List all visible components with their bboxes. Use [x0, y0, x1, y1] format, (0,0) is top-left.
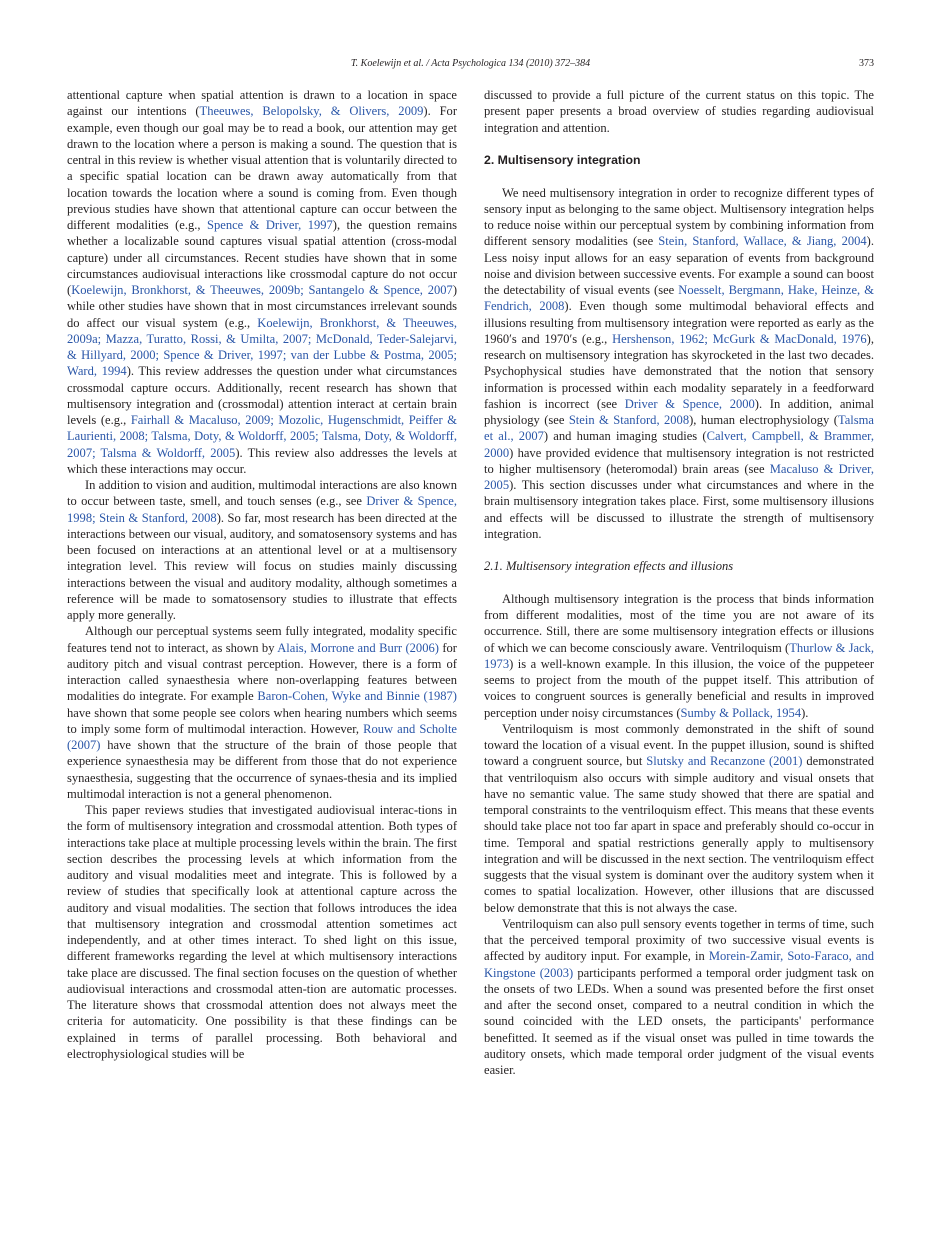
running-title: T. Koelewijn et al. / Acta Psychologica 134 (2010) 372–384 [350, 58, 591, 69]
citation-link[interactable]: Koelewijn, Bronkhorst, & Theeuwes, 2009b; Santangelo & Spence, 2007 [71, 283, 453, 297]
paragraph: Although multisensory integration is the process that binds information from different modalities, most of the time you are not aware of its occurrence. Still, there are some multisensory integration effects or illusions of which we can become consciously aware. Ventriloquism (Thurlow & Jack, 1973) is a well-known example. In this illusion, the voice of the puppeteer seems to project from the mouth of the puppet itself. This attribution of voices to congruent sources is generally beneficial and results in improved perception under noisy circumstances (Sumby & Pollack, 1954). [484, 591, 874, 720]
paragraph: Although our perceptual systems seem fully integrated, modality specific features tend not to interact, as shown by Alais, Morrone and Burr (2006) for auditory pitch and visual contrast perception. However, there is a form of interaction called synaesthesia where non-overlapping features between modalities do integrate. For example Baron-Cohen, Wyke and Binnie (1987) have shown that some people see colors when hearing numbers which seems to imply some form of multimodal interaction. However, Rouw and Scholte (2007) have shown that the structure of the brain of those people that experience synaesthesia may be different from those that do not experience synaesthesia, suggesting that the occurrence of synaes-thesia and its implied multimodal interaction is not a general phenomenon. [67, 624, 457, 801]
citation-link[interactable]: Rouw and Scholte (2007) [67, 721, 457, 752]
paragraph: This paper reviews studies that investigated audiovisual interac-tions in the form of multisensory integration and crossmodal attention. Both types of interactions take place at multiple processing levels within the brain. The first section describes the processing levels at which information from the auditory and visual modalities meet and integrate. This is followed by a review of studies that specifically look at attentional capture across the auditory and visual modalities. The section that follows introduces the idea that multisensory integration and crossmodal attention sometimes act independently, and at other times interact. To shed light on this issue, different frameworks regarding the level at which multisensory interactions take place are discussed. The final section focuses on the question of whether audiovisual interactions and crossmodal atten-tion are automatic processes. The literature shows that crossmodal attention does not always meet the criteria for automaticity. One possibility is that these findings can be explained in terms of parallel processing. Both behavioral and electrophysiological studies will be [67, 803, 458, 1061]
left-column [67, 87, 457, 1062]
citation-link[interactable]: Spence & Driver, 1997 [207, 218, 333, 232]
citation-link[interactable]: Morein-Zamir, Soto-Faraco, and Kingstone (2003) [484, 949, 874, 980]
citation-link[interactable]: Koelewijn, Bronkhorst, & Theeuwes, 2009a; Mazza, Turatto, Rossi, & Umilta, 2007; McDonald, Teder-Salejarvi, & Hillyard, 2000; Spence & Driver, 1997; van der Lubbe & Postma, 2005; Ward, 1994 [67, 315, 457, 379]
subsection-heading: 2.1. Multisensory integration effects and illusions [484, 559, 734, 574]
citation-link[interactable]: Driver & Spence, 1998; Stein & Stanford, 2008 [67, 494, 457, 525]
right-column [484, 87, 874, 1078]
citation-link[interactable]: Alais, Morrone and Burr (2006) [277, 640, 439, 655]
citation-link[interactable]: Sumby & Pollack, 1954 [680, 705, 802, 720]
page-number: 373 [859, 58, 874, 69]
citation-link[interactable]: Macaluso & Driver, 2005 [484, 461, 874, 492]
citation-link[interactable]: Stein, Stanford, Wallace, & Jiang, 2004 [658, 234, 867, 249]
citation-link[interactable]: Slutsky and Recanzone (2001) [646, 754, 803, 769]
section-heading: 2. Multisensory integration [484, 153, 641, 167]
citation-link[interactable]: Talsma et al., 2007 [484, 413, 874, 444]
running-header [67, 57, 874, 71]
citation-link[interactable]: Fairhall & Macaluso, 2009; Mozolic, Hugenschmidt, Peiffer & Laurienti, 2008; Talsma, Doty, & Woldorff, 2005; Talsma, Doty, & Woldorff, 2007; Talsma & Woldorff, 2005 [67, 413, 457, 460]
citation-link[interactable]: Thurlow & Jack, 1973 [484, 640, 874, 671]
citation-link[interactable]: Hershenson, 1962; McGurk & MacDonald, 1976 [612, 331, 867, 346]
paragraph: Ventriloquism is most commonly demonstrated in the shift of sound toward the location of a visual event. In the puppet illusion, sound is shifted toward a congruent source, but Slutsky and Recanzone (2001) demonstrated that ventriloquism also occurs with simple auditory and visual onsets that have no semantic value. The same study showed that there are spatial and temporal constraints to the ventriloquism effect. This means that these events should take place not too far apart in space and preferably should co-occur in time. Temporal and spatial restrictions generally apply to multisensory integration and will be discussed in the next section. The ventriloquism effect suggests that the visual system is dominant over the auditory system when it comes to spatial localization. However, other illusions that are discussed below demonstrate that this is not always the case. [484, 721, 874, 915]
paragraph: Ventriloquism can also pull sensory events together in terms of time, such that the perceived temporal proximity of two successive visual events is affected by auditory input. For example, in Morein-Zamir, Soto-Faraco, and Kingstone (2003) participants performed a temporal order judgment task on the onsets of two LEDs. When a sound was presented before the first onset and after the second onset, compared to a neutral condition in which the sound coincided with the LED onsets, the participants' performance benefitted. It seemed as if the visual onset was pulled in time towards the auditory onsets, which made temporal order judgment of the visual events easier. [484, 916, 874, 1077]
citation-link[interactable]: Calvert, Campbell, & Brammer, 2000 [484, 429, 874, 460]
paragraph: discussed to provide a full picture of the current status on this topic. The present paper presents a broad overview of studies regarding audiovisual integration and attention. [484, 88, 874, 135]
citation-link[interactable]: Baron-Cohen, Wyke and Binnie (1987) [257, 689, 457, 704]
paragraph: We need multisensory integration in order to recognize different types of sensory input as belonging to the same object. Multisensory integration helps to reduce noise within our perceptual system by combining information from different sensory modalities (see Stein, Stanford, Wallace, & Jiang, 2004). Less noisy input allows for an easy separation of events from background noise and division between successive events. For example a sound can boost the detectability of visual events (see Noesselt, Bergmann, Hake, Heinze, & Fendrich, 2008). Even though some multimodal behavioral effects and illusions resulting from multisensory integration were reported as early as the 1960′s and 1970′s (e.g., Hershenson, 1962; McGurk & MacDonald, 1976), research on multisensory integration has skyrocketed in the last two decades. Psychophysical studies have demonstrated that the notion that sensory information is processed within each modality separately in a feedforward fashion is incorrect (see Driver & Spence, 2000). In addition, animal physiology (see Stein & Stanford, 2008), human electrophysiology (Talsma et al., 2007) and human imaging studies (Calvert, Campbell, & Brammer, 2000) have provided evidence that multisensory integration is not restricted to higher multisensory (heteromodal) brain areas (see Macaluso & Driver, 2005). This section discusses under what circumstances and where in the brain multisensory integration takes place. First, some multisensory illusions and effects will be discussed to illustrate the strength of multisensory integration. [484, 185, 875, 541]
citation-link[interactable]: Stein & Stanford, 2008 [568, 413, 690, 427]
citation-link[interactable]: Noesselt, Bergmann, Hake, Heinze, & Fendrich, 2008 [484, 283, 874, 314]
citation-link[interactable]: Driver & Spence, 2000 [624, 396, 755, 411]
paragraph: attentional capture when spatial attention is drawn to a location in space against our intentions (Theeuwes, Belopolsky, & Olivers, 2009). For example, even though our goal may be to read a book, our attention may get drawn to the location where a person is making a sound. The question that is central in this review is whether visual attention that is voluntarily directed to a specific spatial location can be drawn away automatically from that location towards the location where a sound is coming from. Even though previous studies have shown that attentional capture can occur between the different modalities (e.g., Spence & Driver, 1997), the question remains whether a localizable sound captures visual spatial attention (cross-modal capture) under all circumstances. Recent studies have shown that in some circumstances audiovisual interactions like crossmodal capture do not occur (Koelewijn, Bronkhorst, & Theeuwes, 2009b; Santangelo & Spence, 2007) while other studies have shown that in most circumstances irrelevant sounds do affect our visual system (e.g., Koelewijn, Bronkhorst, & Theeuwes, 2009a; Mazza, Turatto, Rossi, & Umilta, 2007; McDonald, Teder-Salejarvi, & Hillyard, 2000; Spence & Driver, 1997; van der Lubbe & Postma, 2005; Ward, 1994). This review addresses the question under what circumstances crossmodal capture occurs. Additionally, recent research has shown that multisensory integration and (crossmodal) attention interact at certain brain levels (e.g., Fairhall & Macaluso, 2009; Mozolic, Hugenschmidt, Peiffer & Laurienti, 2008; Talsma, Doty, & Woldorff, 2005; Talsma, Doty, & Woldorff, 2007; Talsma & Woldorff, 2005). This review also addresses the levels at which these interactions may occur. [67, 88, 458, 476]
paragraph: In addition to vision and audition, multimodal interactions are also known to occur between taste, smell, and touch senses (e.g., see Driver & Spence, 1998; Stein & Stanford, 2008). So far, most research has been directed at the interactions between our visual, auditory, and somatosensory systems and has been focused on interactions at an attentional level or at a multisensory integration level. This review will focus on studies mainly discussing interactions between the visual and auditory modality, although sometimes a reference will be made to somatosensory studies to illustrate that effects apply more generally. [67, 478, 457, 622]
citation-link[interactable]: Theeuwes, Belopolsky, & Olivers, 2009 [199, 104, 424, 119]
